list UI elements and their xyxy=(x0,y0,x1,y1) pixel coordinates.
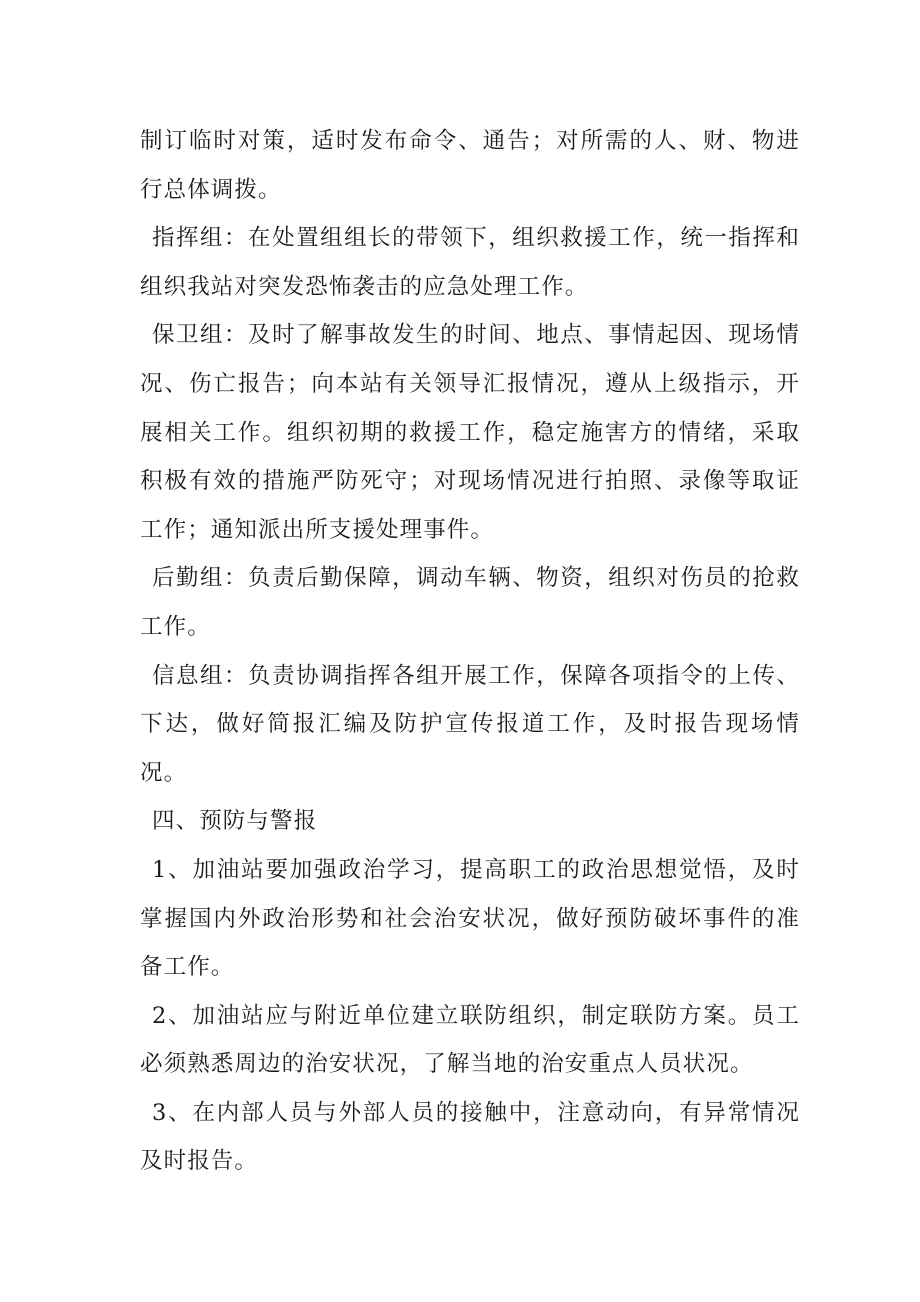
paragraph-continuation: 制订临时对策，适时发布命令、通告；对所需的人、财、物进行总体调拨。 xyxy=(140,128,800,203)
paragraph-logistics-group: 后勤组：负责后勤保障，调动车辆、物资，组织对伤员的抢救工作。 xyxy=(140,565,800,640)
list-item-2: 2、加油站应与附近单位建立联防组织，制定联防方案。员工必须熟悉周边的治安状况，了解当地的治安重点人员状况。 xyxy=(140,1002,800,1078)
paragraph-information-group: 信息组：负责协调指挥各组开展工作，保障各项指令的上传、下达，做好简报汇编及防护宣传报道工作，及时报告现场情况。 xyxy=(140,662,800,786)
paragraph-security-group: 保卫组：及时了解事故发生的时间、地点、事情起因、现场情况、伤亡报告；向本站有关领导汇报情况，遵从上级指示，开展相关工作。组织初期的救援工作，稳定施害方的情绪，采取积极有效的措施严防死守；对现场情况进行拍照、录像等取证工作；通知派出所支援处理事件。 xyxy=(140,322,800,543)
paragraph-command-group: 指挥组：在处置组组长的带领下，组织救援工作，统一指挥和组织我站对突发恐怖袭击的应急处理工作。 xyxy=(140,225,800,300)
list-item-3: 3、在内部人员与外部人员的接触中，注意动向，有异常情况及时报告。 xyxy=(140,1099,800,1175)
list-item-1: 1、加油站要加强政治学习，提高职工的政治思想觉悟，及时掌握国内外政治形势和社会治安状况，做好预防破坏事件的准备工作。 xyxy=(140,856,800,981)
section-heading-prevention: 四、预防与警报 xyxy=(152,808,318,835)
document-body xyxy=(140,117,800,1186)
